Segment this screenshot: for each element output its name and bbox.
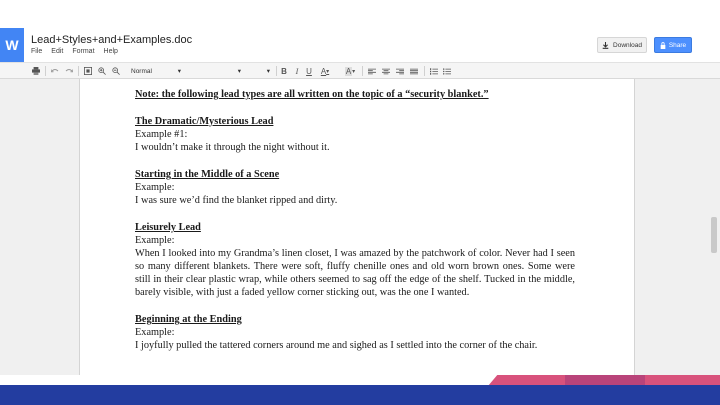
example-label: Example:: [135, 182, 175, 193]
share-button[interactable]: [654, 37, 692, 53]
share-label: Share: [668, 41, 687, 49]
redo-icon[interactable]: [64, 65, 74, 77]
logo-letter: W: [5, 37, 19, 53]
app-header: [0, 0, 720, 64]
example-text: I was sure we’d find the blanket ripped and dirty.: [135, 195, 338, 206]
word-app-icon[interactable]: [0, 28, 24, 62]
toolbar-divider: [78, 66, 79, 76]
align-left-icon[interactable]: [367, 65, 377, 77]
chevron-down-icon: ▾: [266, 68, 270, 75]
menu-file[interactable]: File: [31, 48, 43, 55]
align-center-icon[interactable]: [381, 65, 391, 77]
menu-edit[interactable]: Edit: [51, 48, 64, 55]
chevron-down-icon: ▾: [237, 68, 241, 75]
menu-format[interactable]: Format: [72, 48, 95, 55]
example-text: I wouldn’t make it through the night without it.: [135, 142, 330, 153]
vertical-scrollbar[interactable]: [711, 217, 717, 253]
section-heading: Starting in the Middle of a Scene: [135, 169, 280, 180]
section-heading: The Dramatic/Mysterious Lead: [135, 116, 274, 127]
formatting-toolbar: [0, 62, 720, 79]
highlight-color-button[interactable]: [343, 65, 357, 77]
menu-bar: [31, 48, 118, 55]
section-dramatic: [135, 115, 575, 154]
italic-button[interactable]: I: [295, 66, 299, 76]
underline-button[interactable]: U: [306, 66, 312, 76]
example-label: Example #1:: [135, 129, 188, 140]
download-label: Download: [613, 41, 642, 49]
menu-help[interactable]: Help: [103, 48, 118, 55]
download-button[interactable]: [597, 37, 647, 53]
font-select[interactable]: [196, 65, 244, 77]
example-label: Example:: [135, 327, 175, 338]
section-heading: Leisurely Lead: [135, 222, 201, 233]
zoom-in-icon[interactable]: [97, 65, 107, 77]
example-label: Example:: [135, 235, 175, 246]
section-heading: Beginning at the Ending: [135, 314, 242, 325]
text-color-label: A: [320, 66, 327, 76]
align-right-icon[interactable]: [395, 65, 405, 77]
chevron-down-icon: ▾: [326, 68, 330, 75]
align-justify-icon[interactable]: [409, 65, 419, 77]
document-title[interactable]: Lead+Styles+and+Examples.doc: [31, 34, 193, 46]
undo-icon[interactable]: [50, 65, 60, 77]
print-icon[interactable]: [31, 65, 41, 77]
toolbar-divider: [276, 66, 277, 76]
bold-button[interactable]: B: [281, 66, 287, 76]
document-body: [135, 88, 575, 366]
fit-page-icon[interactable]: [83, 65, 93, 77]
lock-icon: [660, 42, 666, 49]
style-select-value: Normal: [131, 67, 152, 75]
chevron-down-icon: ▾: [177, 68, 181, 75]
section-middle-of-scene: [135, 168, 575, 207]
section-leisurely: [135, 221, 575, 299]
style-select[interactable]: [128, 65, 184, 77]
text-color-button[interactable]: [318, 65, 332, 77]
zoom-out-icon[interactable]: [111, 65, 121, 77]
toolbar-divider: [362, 66, 363, 76]
example-text: When I looked into my Grandma’s linen closet, I was amazed by the patchwork of color. Never had I seen so many different blankets. There were soft, fluffy chenille ones and old worn brown ones. Some were still in their clear plastic wrap, while others seemed to sag off the edge of the shelf. Tucked in the middle, barely visible, with just a faded yellow corner sticking out, was the one I wanted.: [135, 248, 575, 298]
example-text: I joyfully pulled the tattered corners around me and sighed as I settled into the corner of the chair.: [135, 340, 538, 351]
font-size-select[interactable]: [252, 65, 272, 77]
decorative-band-blue: [0, 385, 720, 405]
section-ending: [135, 313, 575, 352]
highlight-label: A: [345, 66, 352, 76]
chevron-down-icon: ▾: [352, 68, 356, 75]
note-line: Note: the following lead types are all written on the topic of a “security blanket.”: [135, 89, 489, 100]
download-icon: [602, 42, 609, 49]
toolbar-divider: [45, 66, 46, 76]
numbered-list-icon[interactable]: [429, 65, 439, 77]
bulleted-list-icon[interactable]: [442, 65, 452, 77]
toolbar-divider: [424, 66, 425, 76]
